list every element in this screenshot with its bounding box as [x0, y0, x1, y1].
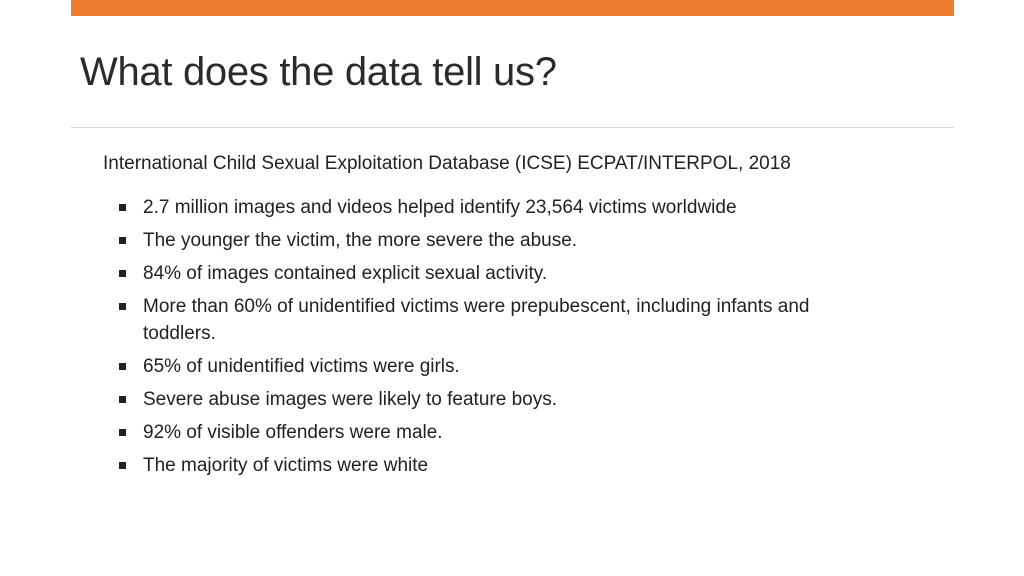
slide-title: What does the data tell us?	[80, 50, 557, 94]
title-divider	[71, 127, 954, 128]
findings-list	[116, 194, 886, 485]
list-item	[116, 386, 886, 413]
list-item	[116, 293, 886, 347]
list-item-text: The majority of victims were white	[143, 455, 429, 476]
accent-bar	[71, 0, 954, 16]
square-bullet-icon	[119, 429, 126, 436]
source-subheading: International Child Sexual Exploitation Database (ICSE) ECPAT/INTERPOL, 2018	[103, 153, 791, 174]
list-item-text: 2.7 million images and videos helped identify 23,564 victims worldwide	[143, 197, 737, 218]
square-bullet-icon	[119, 237, 126, 244]
list-item-text: 92% of visible offenders were male.	[143, 422, 443, 443]
list-item	[116, 260, 886, 287]
square-bullet-icon	[119, 303, 126, 310]
list-item	[116, 194, 886, 221]
square-bullet-icon	[119, 363, 126, 370]
list-item-text: 84% of images contained explicit sexual activity.	[143, 263, 548, 284]
list-item	[116, 227, 886, 254]
list-item-text: More than 60% of unidentified victims were prepubescent, including infants and toddlers.	[143, 296, 810, 344]
square-bullet-icon	[119, 204, 126, 211]
square-bullet-icon	[119, 462, 126, 469]
list-item-text: The younger the victim, the more severe the abuse.	[143, 230, 578, 251]
list-item	[116, 353, 886, 380]
list-item	[116, 419, 886, 446]
list-item-text: Severe abuse images were likely to feature boys.	[143, 389, 557, 410]
list-item-text: 65% of unidentified victims were girls.	[143, 356, 460, 377]
square-bullet-icon	[119, 396, 126, 403]
square-bullet-icon	[119, 270, 126, 277]
list-item	[116, 452, 886, 479]
